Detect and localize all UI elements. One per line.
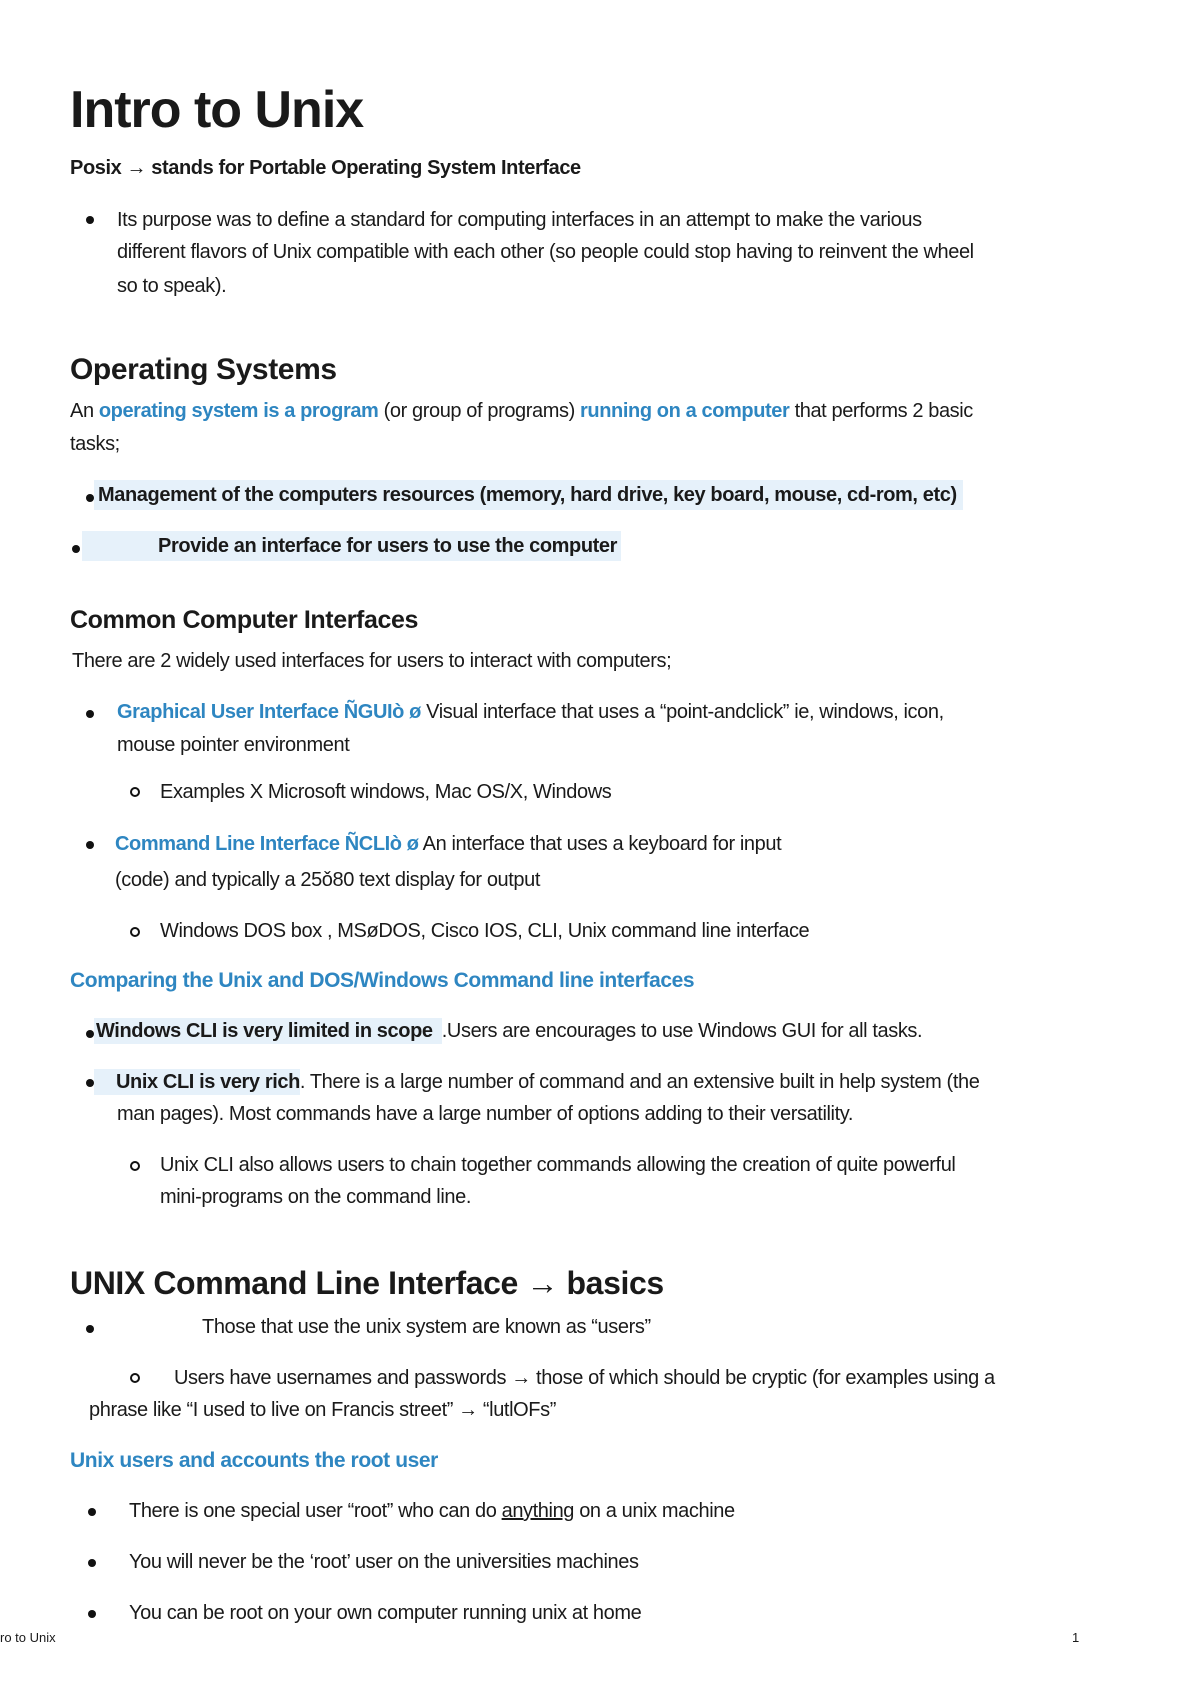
cli-example: Windows DOS box , MSøDOS, Cisco IOS, CLI, Unix command line interface <box>160 920 810 942</box>
heading-comparing: Comparing the Unix and DOS/Windows Command line interfaces <box>70 969 695 992</box>
unix-cli-item: Unix CLI is very rich. There is a large number of command and an extensive built in help system (the <box>94 1069 979 1095</box>
bullet-icon <box>86 1030 94 1038</box>
posix-definition: Posix → stands for Portable Operating System Interface <box>70 157 581 179</box>
root-item: You will never be the ‘root’ user on the universities machines <box>129 1551 639 1573</box>
task-item: Management of the computers resources (memory, hard drive, key board, mouse, cd-rom, etc) <box>94 480 963 510</box>
os-intro: An operating system is a program (or group of programs) running on a computer that performs 2 basic <box>70 400 973 422</box>
bullet-icon <box>86 1325 94 1333</box>
gui-item-cont: mouse pointer environment <box>117 734 350 756</box>
heading-operating-systems: Operating Systems <box>70 353 337 386</box>
circle-bullet-icon <box>130 787 140 797</box>
heading-root-user: Unix users and accounts the root user <box>70 1449 438 1472</box>
chain-item: Unix CLI also allows users to chain together commands allowing the creation of quite powerful <box>160 1154 956 1176</box>
bullet-icon <box>88 1610 96 1618</box>
passwords-item-cont: phrase like “I used to live on Francis street” → “lutlOFs” <box>89 1399 556 1421</box>
users-item: Those that use the unix system are known as “users” <box>202 1316 651 1338</box>
footer-title: ro to Unix <box>0 1630 56 1645</box>
task-item: Provide an interface for users to use the computer <box>82 531 621 561</box>
passwords-item: Users have usernames and passwords → those of which should be cryptic (for examples using a <box>174 1367 995 1389</box>
bullet-icon <box>86 710 94 718</box>
circle-bullet-icon <box>130 1373 140 1383</box>
bullet-icon <box>86 216 94 224</box>
unix-cli-item-cont: man pages). Most commands have a large number of options adding to their versatility. <box>117 1103 854 1125</box>
purpose-line: so to speak). <box>117 275 227 297</box>
bullet-icon <box>88 1508 96 1516</box>
windows-cli-item: Windows CLI is very limited in scope .Users are encourages to use Windows GUI for all tasks. <box>96 1020 923 1042</box>
purpose-line: different flavors of Unix compatible with each other (so people could stop having to reinvent the wheel <box>117 241 974 263</box>
heading-common-interfaces: Common Computer Interfaces <box>70 606 418 634</box>
gui-item: Graphical User Interface ÑGUIò ø Visual interface that uses a “point-andclick” ie, windows, icon, <box>117 701 944 723</box>
circle-bullet-icon <box>130 1161 140 1171</box>
bullet-icon <box>86 1079 94 1087</box>
interfaces-intro: There are 2 widely used interfaces for users to interact with computers; <box>72 650 672 672</box>
heading-unix-basics: UNIX Command Line Interface → basics <box>70 1265 664 1301</box>
bullet-icon <box>88 1559 96 1567</box>
cli-item-cont: (code) and typically a 25ǒ80 text display for output <box>115 869 541 891</box>
bullet-icon <box>86 494 94 502</box>
page-number: 1 <box>1072 1630 1079 1645</box>
os-intro-cont: tasks; <box>70 433 120 455</box>
circle-bullet-icon <box>130 927 140 937</box>
root-item: There is one special user “root” who can do anything on a unix machine <box>129 1500 735 1522</box>
page-title: Intro to Unix <box>70 81 364 139</box>
chain-item-cont: mini-programs on the command line. <box>160 1186 471 1208</box>
cli-item: Command Line Interface ÑCLIò ø An interface that uses a keyboard for input <box>115 833 782 855</box>
bullet-icon <box>86 841 94 849</box>
bullet-icon <box>72 545 80 553</box>
gui-example: Examples X Microsoft windows, Mac OS/X, Windows <box>160 781 612 803</box>
root-item: You can be root on your own computer running unix at home <box>129 1602 642 1624</box>
purpose-line: Its purpose was to define a standard for computing interfaces in an attempt to make the various <box>117 209 922 231</box>
